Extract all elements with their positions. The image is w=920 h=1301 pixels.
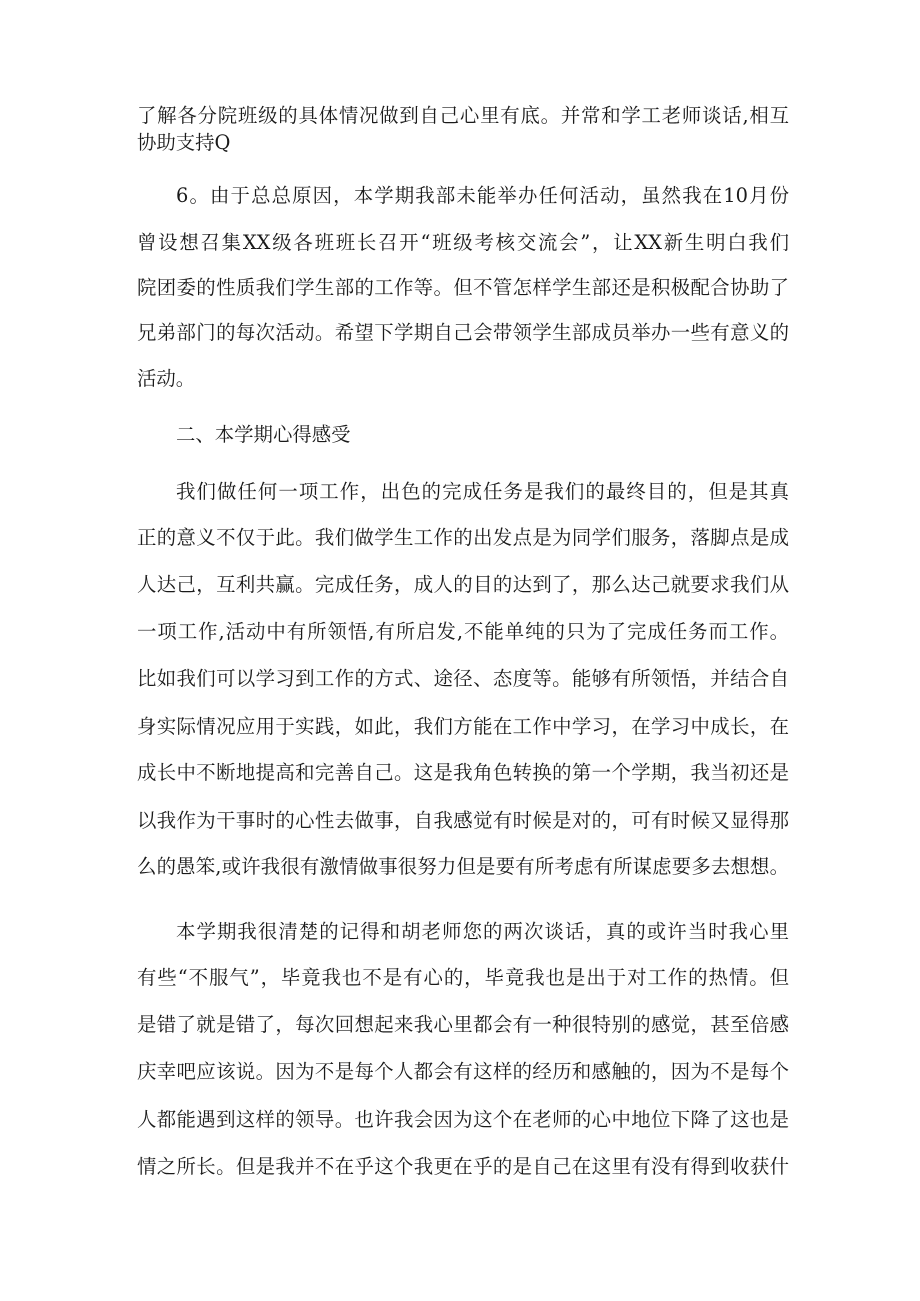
paragraph-1-line-1: 了解各分院班级的具体情况做到自己心里有底。并常和学工老师谈话,相互 xyxy=(137,104,789,127)
paragraph-4-line-5: 人都能遇到这样的领导。也许我会因为这个在老师的心中地位下降了这也是 xyxy=(137,1108,789,1131)
paragraph-3-line-7: 成长中不断地提高和完善自己。这是我角色转换的第一个学期，我当初还是 xyxy=(137,761,789,784)
paragraph-4-line-6: 情之所长。但是我并不在乎这个我更在乎的是自己在这里有没有得到收获什 xyxy=(137,1155,789,1178)
paragraph-4-line-4: 庆幸吧应该说。因为不是每个人都会有这样的经历和感触的，因为不是每个 xyxy=(137,1060,789,1083)
paragraph-2-line-4: 兄弟部门的每次活动。希望下学期自己会带领学生部成员举办一些有意义的 xyxy=(137,321,789,344)
paragraph-2-line-1: 6。由于总总原因，本学期我部未能举办任何活动，虽然我在10月份 xyxy=(176,184,789,207)
paragraph-3-line-3: 人达己，互利共赢。完成任务，成人的目的达到了，那么达己就要求我们从 xyxy=(137,573,789,596)
paragraph-4-line-3: 是错了就是错了，每次回想起来我心里都会有一种很特别的感觉，甚至倍感 xyxy=(137,1013,789,1036)
paragraph-3-line-8: 以我作为干事时的心性去做事，自我感觉有时候是对的，可有时候又显得那 xyxy=(137,809,789,832)
paragraph-3-line-9: 么的愚笨,或许我很有激情做事很努力但是要有所考虑有所谋虑要多去想想。 xyxy=(137,855,789,878)
paragraph-1-line-2: 协助支持Q xyxy=(137,131,231,154)
paragraph-2-line-2: 曾设想召集XX级各班班长召开“班级考核交流会”，让XX新生明白我们 xyxy=(137,231,789,254)
paragraph-3-line-6: 身实际情况应用于实践，如此，我们方能在工作中学习，在学习中成长，在 xyxy=(137,715,789,738)
paragraph-4-line-2: 有些“不服气”，毕竟我也不是有心的，毕竟我也是出于对工作的热情。但 xyxy=(137,966,789,989)
section-heading: 二、本学期心得感受 xyxy=(176,423,351,446)
paragraph-3-line-5: 比如我们可以学习到工作的方式、途径、态度等。能够有所领悟，并结合自 xyxy=(137,667,789,690)
paragraph-2-line-5: 活动。 xyxy=(137,367,196,390)
paragraph-3-line-1: 我们做任何一项工作，出色的完成任务是我们的最终目的，但是其真 xyxy=(176,480,789,503)
paragraph-3-line-2: 正的意义不仅于此。我们做学生工作的出发点是为同学们服务，落脚点是成 xyxy=(137,526,789,549)
paragraph-3-line-4: 一项工作,活动中有所领悟,有所启发,不能单纯的只为了完成任务而工作。 xyxy=(137,620,789,643)
paragraph-2-line-3: 院团委的性质我们学生部的工作等。但不管怎样学生部还是积极配合协助了 xyxy=(137,276,789,299)
paragraph-4-line-1: 本学期我很清楚的记得和胡老师您的两次谈话，真的或许当时我心里 xyxy=(176,920,789,943)
